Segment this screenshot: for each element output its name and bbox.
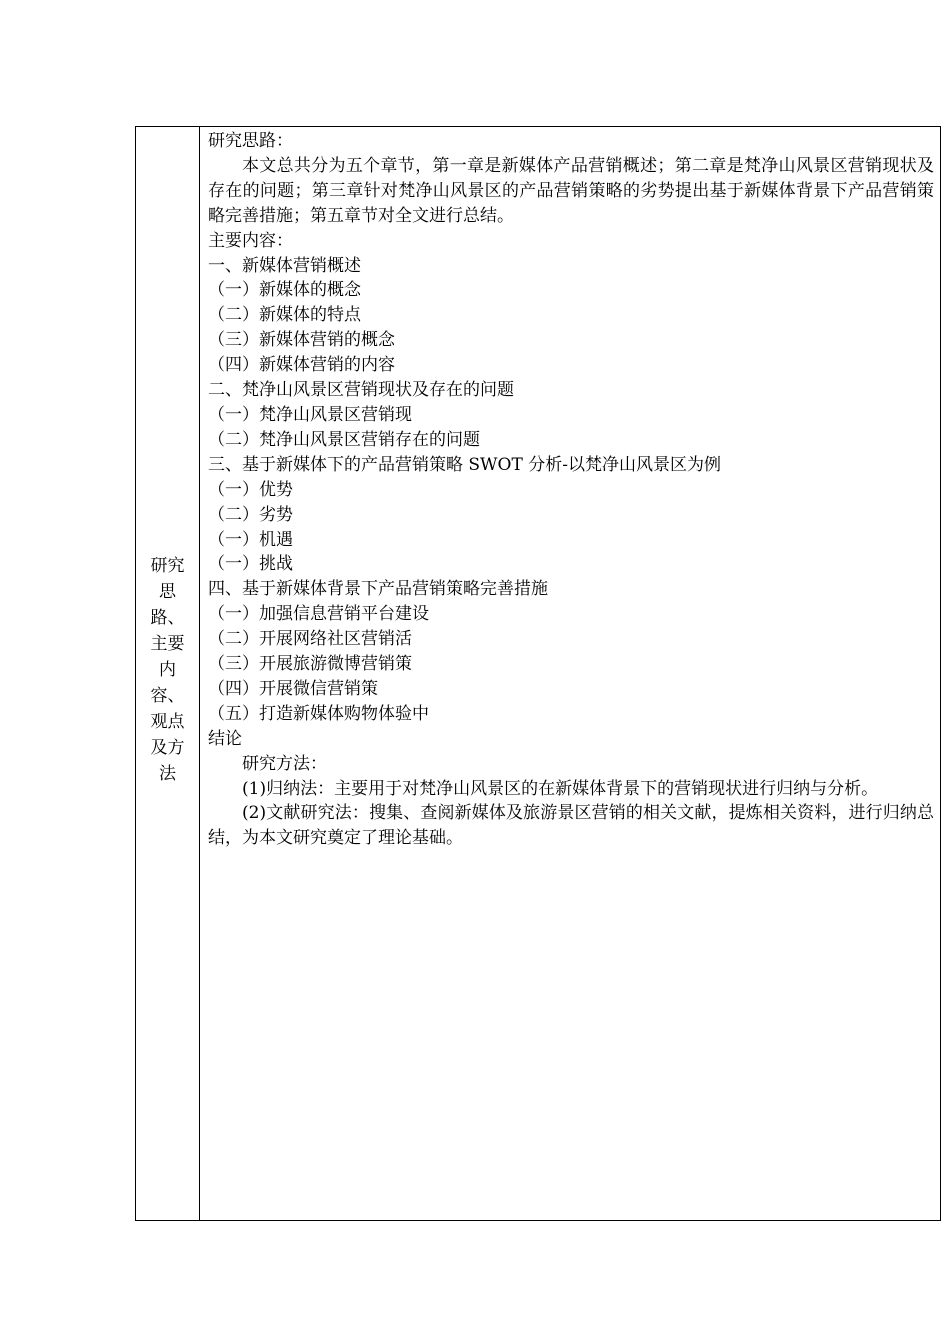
research-idea-heading: 研究思路： [208, 131, 293, 151]
row-label-line: 内 [159, 659, 176, 680]
method-item: (2)文献研究法：搜集、查阅新媒体及旅游景区营销的相关文献，提炼相关资料，进行归纳总结，为本文研究奠定了理论基础。 [208, 803, 934, 849]
row-label-line: 思 [159, 581, 176, 602]
row-label [148, 553, 188, 787]
outline-item: （二）开展网络社区营销活 [208, 629, 412, 650]
outline-item: （二）新媒体的特点 [208, 305, 361, 326]
outline-item: （一）机遇 [208, 529, 293, 550]
row-label-line: 路、 [150, 607, 185, 628]
row-label-line: 法 [159, 763, 176, 784]
research-form-table [135, 126, 941, 1221]
outline-item: 结论 [208, 728, 242, 749]
outline-item: 二、梵净山风景区营销现状及存在的问题 [208, 380, 514, 401]
outline-item: （一）优势 [208, 479, 293, 500]
methods-heading: 研究方法： [242, 753, 327, 774]
outline-item: （四）新媒体营销的内容 [208, 355, 395, 376]
outline-item: 三、基于新媒体下的产品营销策略 SWOT 分析-以梵净山风景区为例 [208, 454, 721, 475]
outline-item: （二）劣势 [208, 504, 293, 525]
row-label-line: 及方 [150, 737, 185, 758]
outline-item: （一）挑战 [208, 554, 293, 575]
outline-item: 四、基于新媒体背景下产品营销策略完善措施 [208, 579, 548, 600]
outline-item: （三）开展旅游微博营销策 [208, 654, 412, 675]
row-label-line: 研究 [150, 555, 185, 576]
outline-item: （三）新媒体营销的概念 [208, 330, 395, 351]
outline-item: （一）新媒体的概念 [208, 280, 361, 301]
research-idea-paragraph: 本文总共分为五个章节，第一章是新媒体产品营销概述；第二章是梵净山风景区营销现状及存在的问题；第三章针对梵净山风景区的产品营销策略的劣势提出基于新媒体背景下产品营销策略完善措施；第五章节对全文进行总结。 [208, 155, 934, 226]
outline-item: （一）加强信息营销平台建设 [208, 604, 429, 625]
outline-item: （四）开展微信营销策 [208, 678, 378, 699]
outline-item: （一）梵净山风景区营销现 [208, 404, 412, 425]
method-item: (1)归纳法：主要用于对梵净山风景区的在新媒体背景下的营销现状进行归纳与分析。 [242, 778, 879, 799]
outline-item: 一、新媒体营销概述 [208, 255, 361, 276]
content-cell [200, 127, 940, 1220]
row-label-line: 主要 [150, 633, 185, 654]
row-label-line: 容、 [150, 685, 185, 706]
outline-item: （二）梵净山风景区营销存在的问题 [208, 429, 480, 450]
main-content-heading: 主要内容： [208, 230, 293, 251]
outline-item: （五）打造新媒体购物体验中 [208, 703, 429, 724]
row-label-line: 观点 [150, 711, 185, 732]
row-label-cell [136, 127, 200, 1220]
